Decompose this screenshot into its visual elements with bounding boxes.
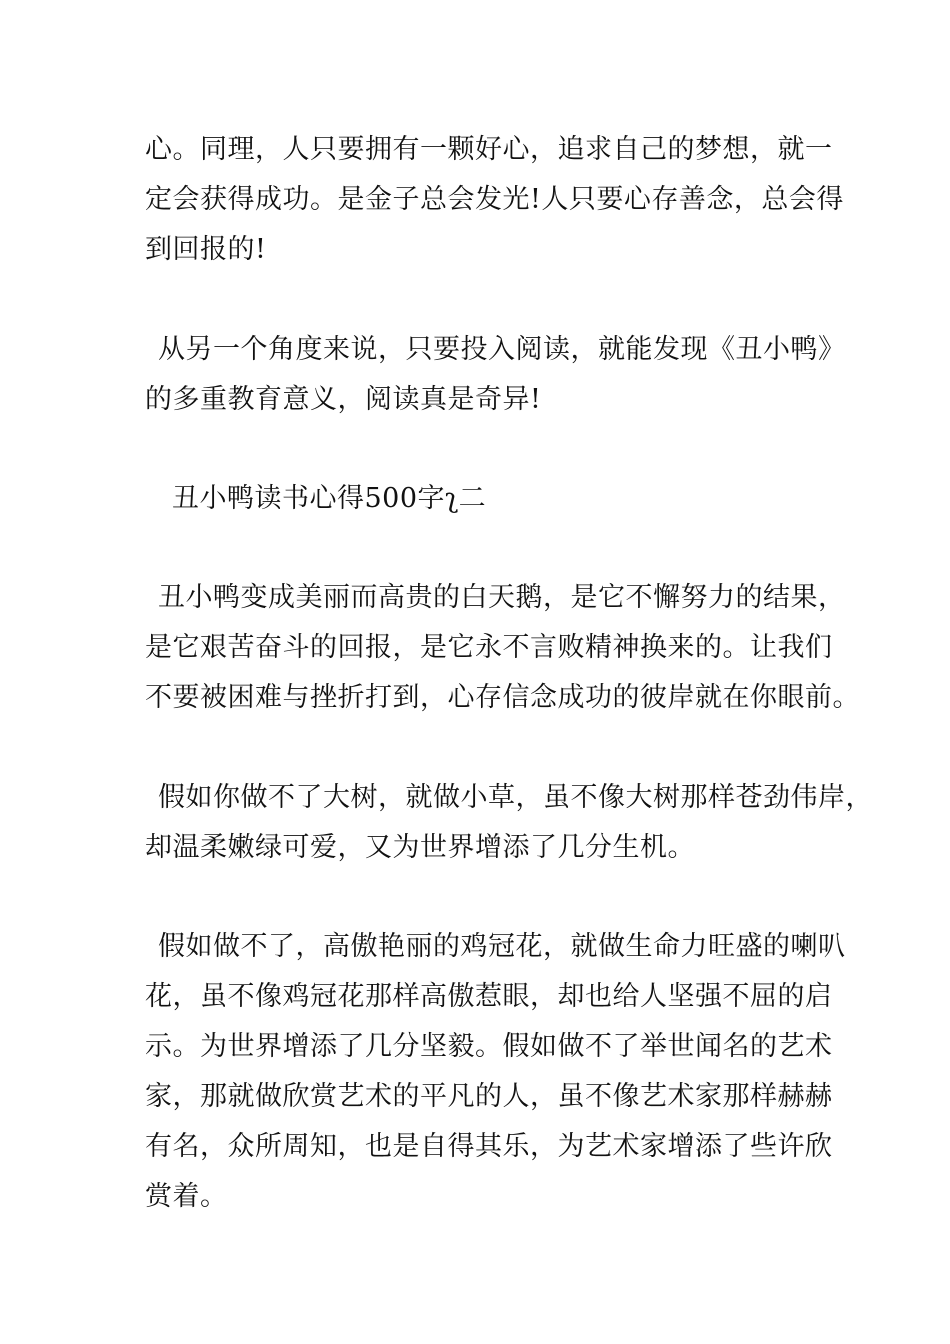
paragraph-line: 假如你做不了大树，就做小草，虽不像大树那样苍劲伟岸， — [158, 782, 873, 813]
paragraph-line: 家，那就做欣赏艺术的平凡的人，虽不像艺术家那样赫赫 — [145, 1081, 833, 1112]
paragraph-line: 心。同理，人只要拥有一颗好心，追求自己的梦想，就一 — [145, 134, 833, 165]
paragraph-line: 假如做不了，高傲艳丽的鸡冠花，就做生命力旺盛的喇叭 — [158, 931, 846, 962]
paragraph-line: 定会获得成功。是金子总会发光!人只要心存善念，总会得 — [145, 184, 844, 215]
paragraph-line: 示。为世界增添了几分坚毅。假如做不了举世闻名的艺术 — [145, 1031, 833, 1062]
paragraph-line: 到回报的! — [145, 234, 267, 265]
paragraph-line: 不要被困难与挫折打到，心存信念成功的彼岸就在你眼前。 — [145, 682, 860, 713]
paragraph-line: 丑小鸭变成美丽而高贵的白天鹅，是它不懈努力的结果， — [158, 582, 846, 613]
paragraph-line: 是它艰苦奋斗的回报，是它永不言败精神换来的。让我们 — [145, 632, 833, 663]
paragraph-line: 却温柔嫩绿可爱，又为世界增添了几分生机。 — [145, 832, 695, 863]
paragraph-line: 从另一个角度来说，只要投入阅读，就能发现《丑小鸭》 — [158, 334, 846, 365]
paragraph-line: 的多重教育意义，阅读真是奇异! — [145, 384, 542, 415]
paragraph-line: 赏着。 — [145, 1181, 228, 1212]
paragraph-line: 有名，众所周知，也是自得其乐，为艺术家增添了些许欣 — [145, 1131, 833, 1162]
section-heading: 丑小鸭读书心得500字ʅ二 — [172, 483, 487, 514]
paragraph-line: 花，虽不像鸡冠花那样高傲惹眼，却也给人坚强不屈的启 — [145, 981, 833, 1012]
